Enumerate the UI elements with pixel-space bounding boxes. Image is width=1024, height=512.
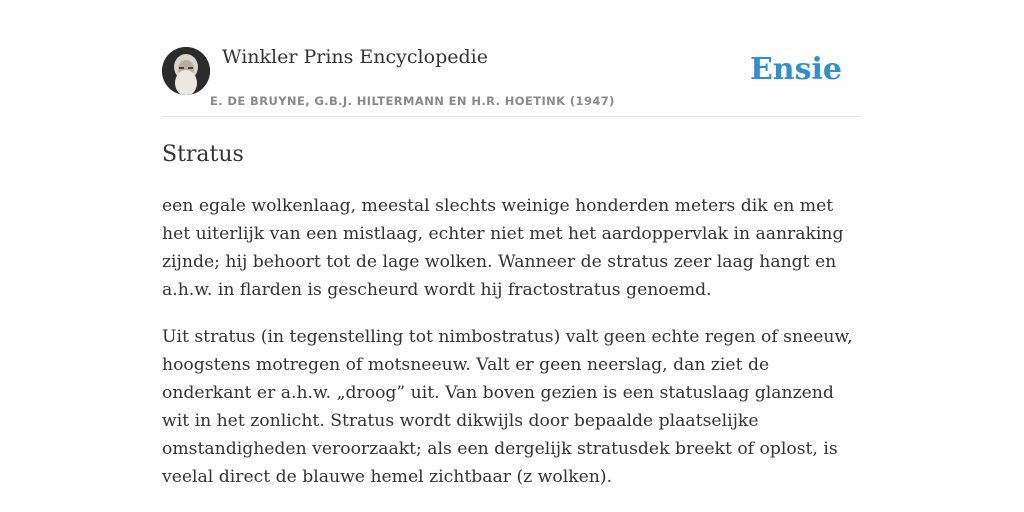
ensie-logo-link[interactable]: Ensie <box>749 52 842 87</box>
article-paragraph: een egale wolkenlaag, meestal slechts weinige honderden meters dik en met het uiterlijk van een mistlaag, echter niet met het aardoppervlak in aanraking zijnde; hij behoort tot de lage wolken. Wanneer de stratus zeer laag hangt en a.h.w. in flarden is gescheurd wordt hij fractostratus genoemd. <box>162 196 844 300</box>
site-title[interactable]: Winkler Prins Encyclopedie <box>222 46 488 68</box>
article-body <box>162 192 862 510</box>
authors-line: E. DE BRUYNE, G.B.J. HILTERMANN EN H.R. HOETINK (1947) <box>210 94 615 108</box>
portrait-image <box>162 47 210 95</box>
article-paragraph: Uit stratus (in tegenstelling tot nimbostratus) valt geen echte regen of sneeuw, hoogstens motregen of motsneeuw. Valt er geen neerslag, dan ziet de onderkant er a.h.w. „droog” uit. Van boven gezien is een statuslaag glanzend wit in het zonlicht. Stratus wordt dikwijls door bepaalde plaatselijke omstandigheden veroorzaakt; als een dergelijk stratusdek breekt of oplost, is veelal direct de blauwe hemel zichtbaar (z wolken). <box>162 327 853 487</box>
author-avatar[interactable] <box>162 47 210 95</box>
header <box>162 0 862 117</box>
page-container <box>162 0 862 487</box>
article-title: Stratus <box>162 142 244 167</box>
